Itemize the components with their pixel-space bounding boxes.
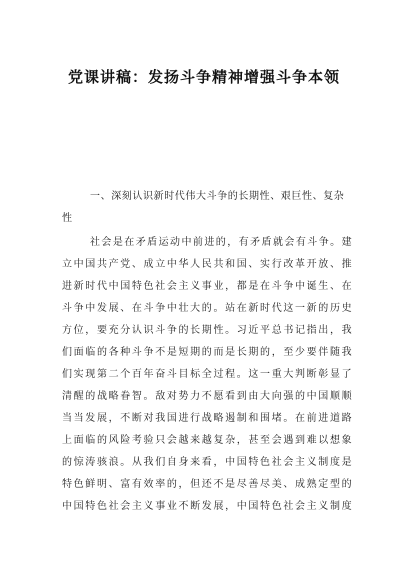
body-line: 中国特色社会主义事业不断发展，中国特色社会主义制度 (62, 501, 352, 512)
document-title: 党课讲稿：发扬斗争精神增强斗争本领 (67, 68, 340, 86)
body-line: 们实现第二个百年奋斗目标全过程。这一重大判断彰显了 (62, 369, 352, 380)
body-line: 上面临的风险考验只会越来越复杂，甚至会遇到难以想象 (62, 435, 352, 446)
body-line: 特色鲜明、富有效率的，但还不是尽善尽美、成熟定型的 (62, 479, 352, 490)
body-line: 当当发展，不断对我国进行战略遏制和围堵。在前进道路 (62, 413, 352, 424)
body-line: 的惊涛骇浪。从我们自身来看，中国特色社会主义制度是 (62, 457, 352, 468)
section-heading-text-1: 一、深刻认识新时代伟大斗争的长期性、艰巨性、复杂 (90, 191, 345, 202)
section-heading (62, 186, 352, 230)
body-line: 清醒的战略眷智。敌对势力不愿看到由大向强的中国顺顺 (62, 391, 352, 402)
body-line: 进新时代中国特色社会主义事业，都是在斗争中诞生、在 (62, 281, 352, 292)
body-paragraph (62, 232, 352, 518)
section-heading-line-1 (62, 186, 352, 208)
body-line: 斗争中发展、在斗争中壮大的。站在新时代这一新的历史 (62, 303, 352, 314)
body-line: 方位，要充分认识斗争的长期性。习近平总书记指出，我 (62, 325, 352, 336)
body-line: 们面临的各种斗争不是短期的而是长期的，至少要伴随我 (62, 347, 352, 358)
body-line: 社会是在矛盾运动中前进的，有矛盾就会有斗争。建 (90, 237, 352, 248)
body-line: 立中国共产党、成立中华人民共和国、实行改革开放、推 (62, 259, 352, 270)
section-heading-line-2: 性 (62, 213, 73, 224)
